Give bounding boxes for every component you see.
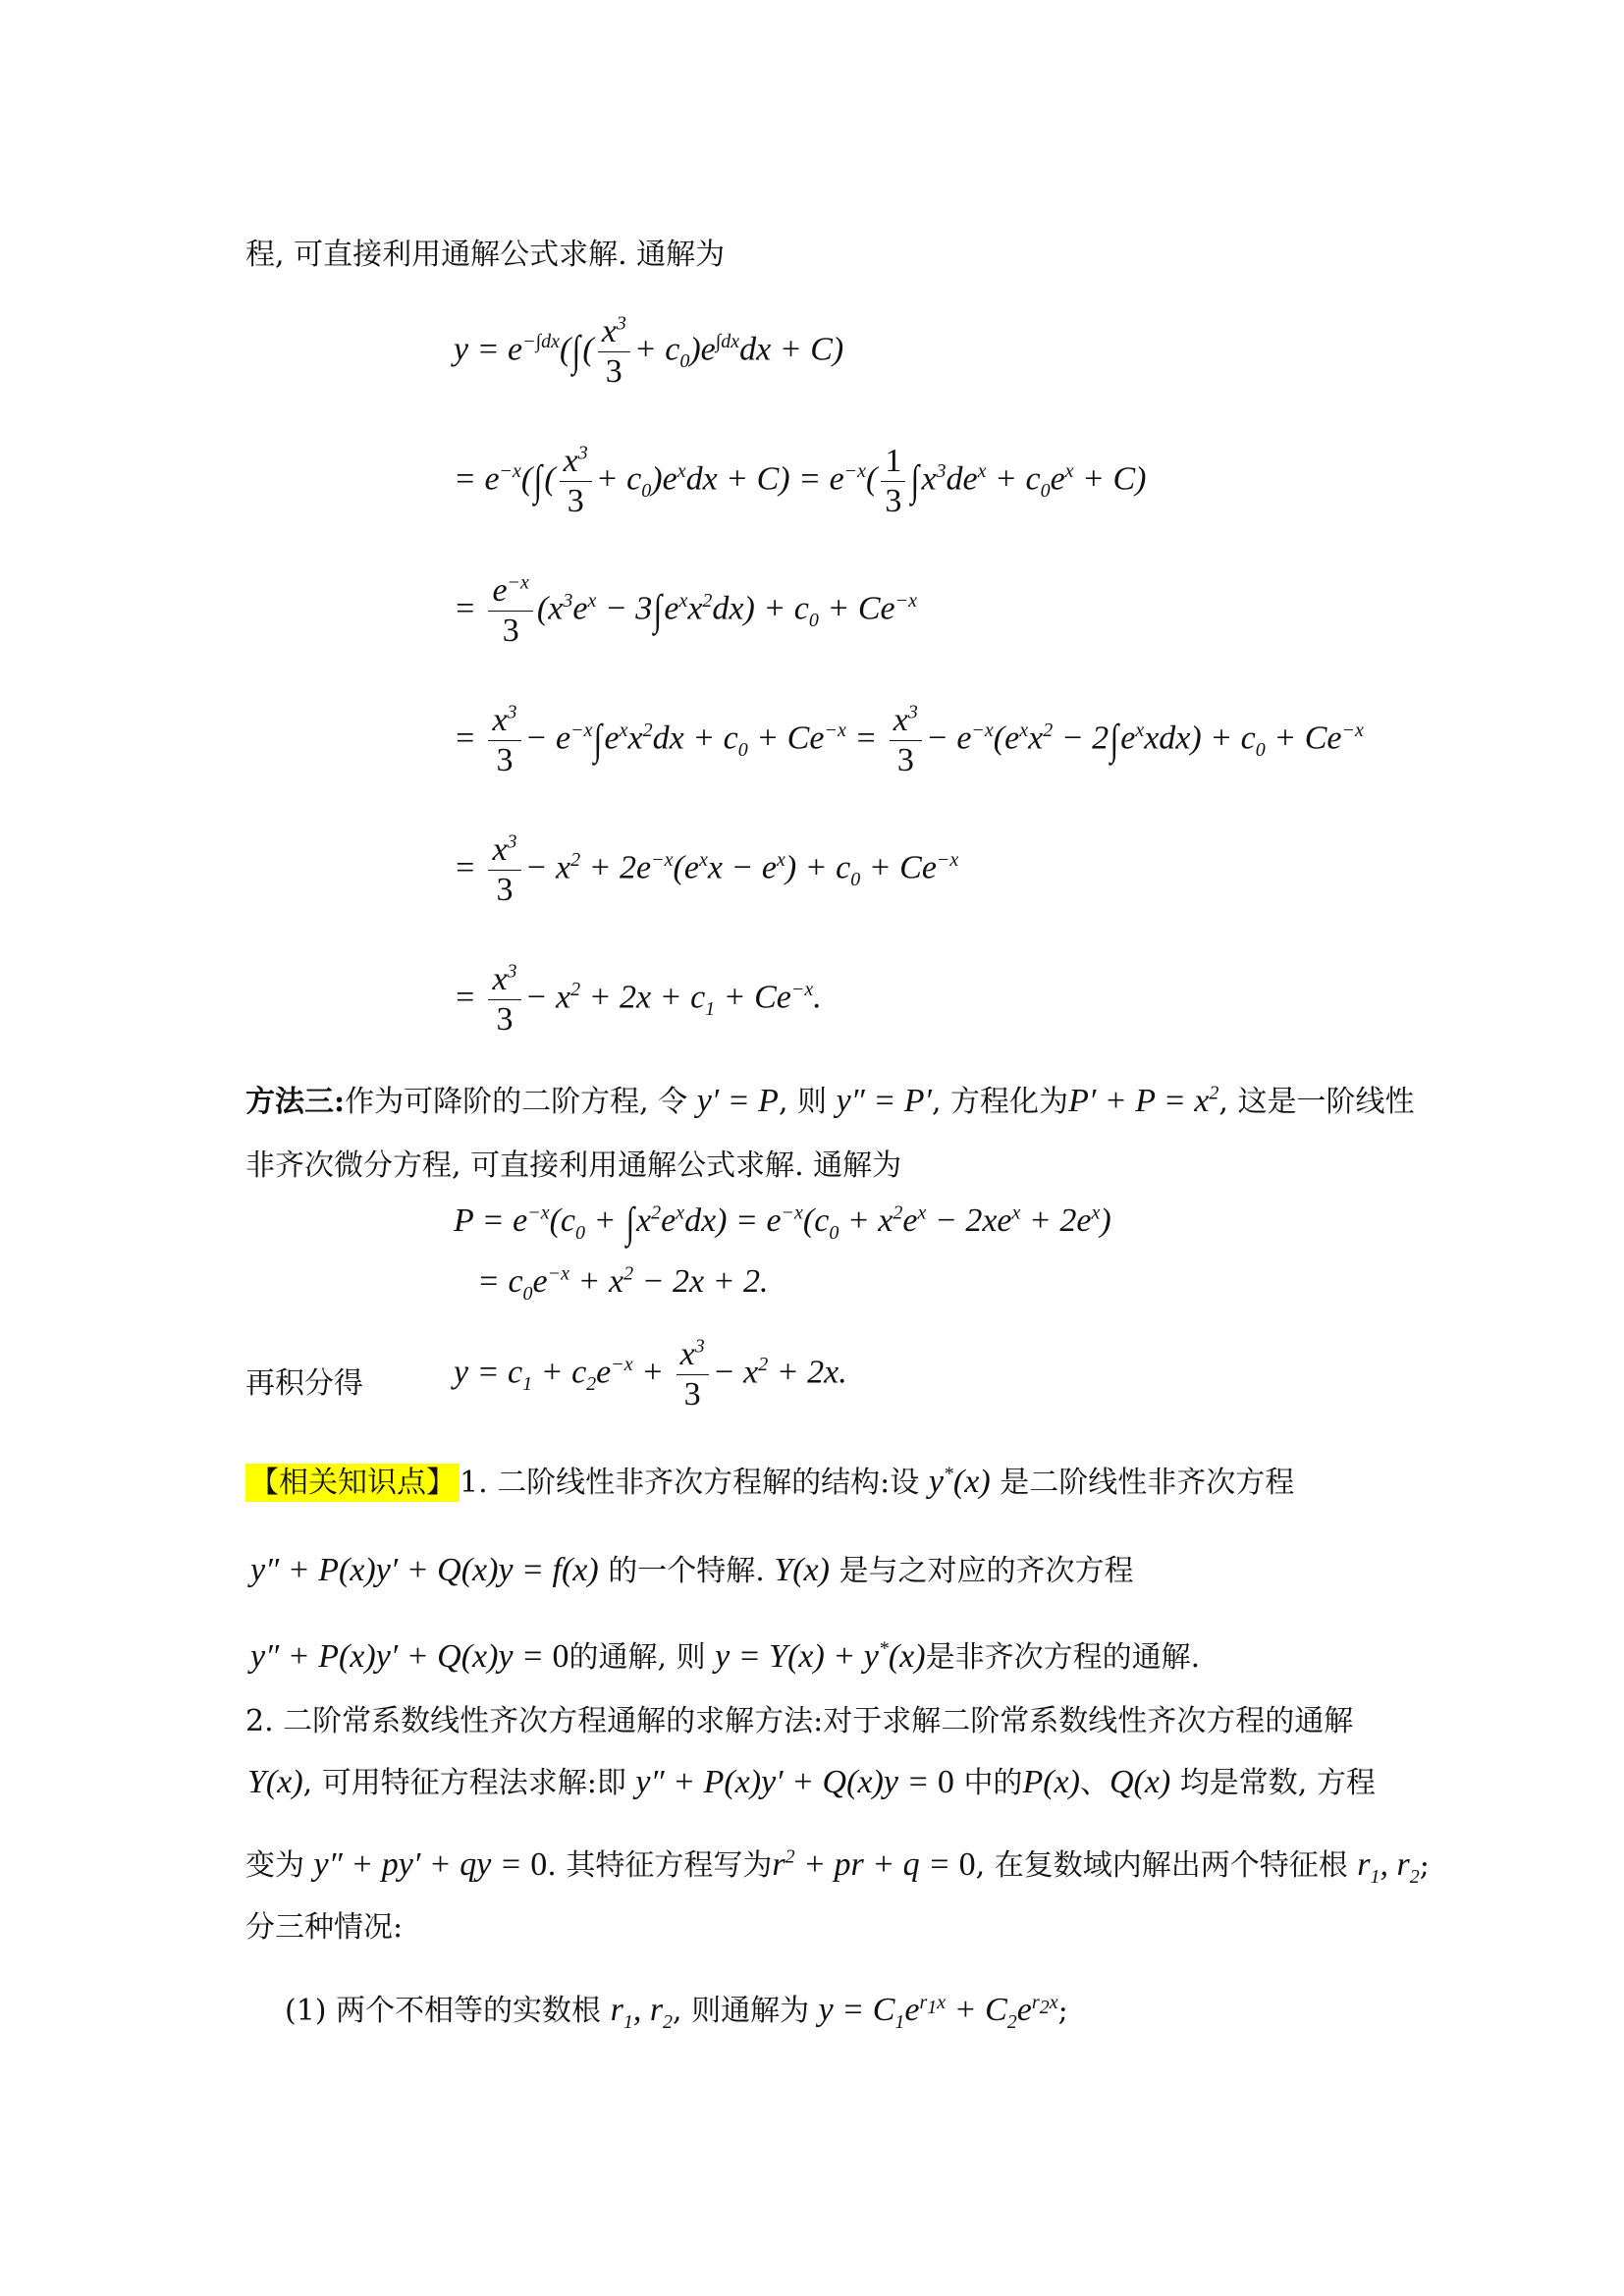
method3-text4: , 这是一阶线性 [1218, 1085, 1415, 1119]
case1-text-b: , 则通解为 [673, 1994, 810, 2028]
equation-line-2: = $e^{-x}(\int$( $\frac{x^3}{3}$ + $c_0)e^xdx + C) = e^{-x}$( $\frac{1}{3}$ $\int x^3de^x + c_0e^x + C$) [454, 442, 1147, 519]
knowledge-item2-f: 变为 [245, 1848, 304, 1883]
knowledge-line-6: 变为 y″ + py′ + qy = 0. 其特征方程写为$r^2$ + pr + q = 0, 在复数域内解出两个特征根 $r_1$, $r_2$; [245, 1845, 1430, 1888]
knowledge-item2-g: . 其特征方程写为 [547, 1848, 773, 1883]
p-equation-line-2: = $c_0e^{-x} + x^2 - 2x + 2$. [477, 1262, 769, 1305]
knowledge-line-3: y″ + P(x)y′ + Q(x)y = 0的通解, 则 y = Y(x) + y*(x)是非齐次方程的通解. [250, 1637, 1201, 1675]
knowledge-item2-e: 均是常数, 方程 [1179, 1766, 1376, 1800]
knowledge-item2-d: 、 [1079, 1766, 1110, 1800]
final-equation: $y = c_1 + c_2e^{-x}$ + $\frac{x^3}{3}$ − $x^2 + 2x$. [454, 1335, 847, 1413]
knowledge-line-5: Y(x), 可用特征方程法求解:即 y″ + P(x)y′ + Q(x)y = 0 中的P(x)、Q(x) 均是常数, 方程 [247, 1764, 1376, 1800]
knowledge-item2-c: 中的 [963, 1766, 1023, 1800]
method3-text2: , 则 [778, 1085, 828, 1119]
equation-line-6: = $\frac{x^3}{3}$ − $x^2 + 2x + c_1 + Ce^{-x}$. [454, 960, 822, 1038]
equation-line-3: = $\frac{e^{-x}}{3}$ $(x^3e^x - 3\int e^xx^2dx) + c_0 + Ce^{-x}$ [454, 571, 917, 649]
knowledge-item1-e: 的通解, 则 [568, 1640, 706, 1675]
equation-line-5: = $\frac{x^3}{3}$ − $x^2 + 2e^{-x}(e^xx - e^x) + c_0 + Ce^{-x}$ [454, 830, 959, 908]
equation-line-1: $y = e^{-\int dx}(\int$( $\frac{x^3}{3}$ + $c_0)e^{\int dx}dx + C$) [454, 312, 844, 390]
method3-text3: , 方程化为 [931, 1085, 1069, 1119]
knowledge-item2-b: , 可用特征方程法求解:即 [302, 1766, 626, 1800]
knowledge-item1-b: 是二阶线性非齐次方程 [1000, 1466, 1295, 1500]
method3-text1: 作为可降阶的二阶方程, 令 [345, 1085, 688, 1119]
method3-label: 方法三: [245, 1085, 346, 1119]
method3-line-2: 非齐次微分方程, 可直接利用通解公式求解. 通解为 [245, 1148, 902, 1183]
intro-text: 程, 可直接利用通解公式求解. 通解为 [245, 238, 726, 272]
knowledge-item1-f: 是非齐次方程的通解. [925, 1640, 1201, 1675]
case-1: (1) 两个不相等的实数根 $r_1$, $r_2$, 则通解为 $y = C_1e^{r_1x} + C_2e^{r_2x}$; [285, 1991, 1068, 2033]
knowledge-item1-d: 是与之对应的齐次方程 [839, 1554, 1134, 1588]
knowledge-item1-a: 1. 二阶线性非齐次方程解的结构:设 [460, 1466, 920, 1500]
knowledge-line-2: y″ + P(x)y′ + Q(x)y = f(x) 的一个特解. Y(x) 是与之对应的齐次方程 [250, 1552, 1134, 1588]
knowledge-line-4: 2. 二阶常系数线性齐次方程通解的求解方法:对于求解二阶常系数线性齐次方程的通解 [245, 1704, 1354, 1738]
method3-line-1: 方法三:作为可降阶的二阶方程, 令 y′ = P, 则 y″ = P′, 方程化为$P' + P = x^2$, 这是一阶线性 [245, 1082, 1415, 1119]
knowledge-item2-h: , 在复数域内解出两个特征根 [975, 1848, 1348, 1883]
knowledge-item2-i: ; [1419, 1848, 1430, 1883]
equation-line-4: = $\frac{x^3}{3}$ − $e^{-x}\int e^xx^2dx + c_0 + Ce^{-x}$ = $\frac{x^3}{3}$ − $e^{-x}(e^xx^2 - 2\int e^xxdx) + c_0 + Ce^{-x}$ [454, 701, 1364, 778]
knowledge-line-7: 分三种情况: [245, 1910, 404, 1945]
p-equation-line-1: $P = e^{-x}(c_0 + \int x^2e^xdx) = e^{-x}(c_0 + x^2e^x - 2xe^x + 2e^x)$ [454, 1199, 1111, 1247]
knowledge-line-1: 【相关知识点】 1. 二阶线性非齐次方程解的结构:设 y*(x) 是二阶线性非齐次方程 [245, 1463, 1294, 1503]
case1-text-a: (1) 两个不相等的实数根 [285, 1994, 602, 2028]
integrate-label: 再积分得 [245, 1366, 363, 1401]
knowledge-item1-c: 的一个特解. [608, 1554, 765, 1588]
knowledge-tag: 【相关知识点】 [245, 1464, 460, 1502]
